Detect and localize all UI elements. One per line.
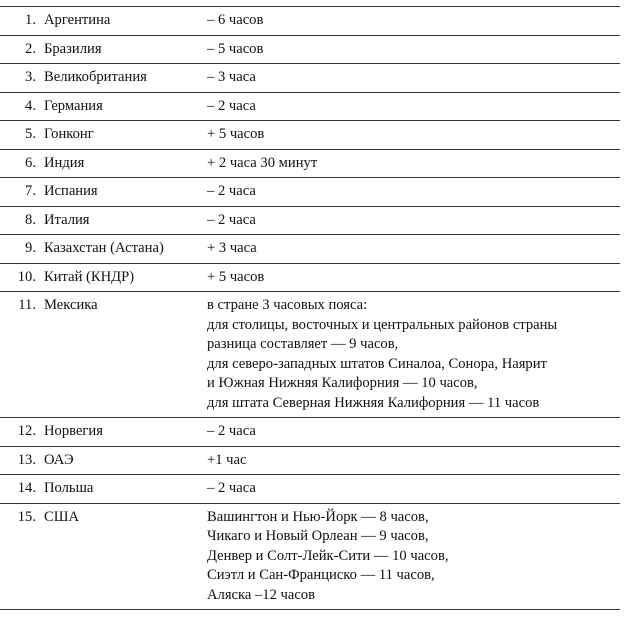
row-number: 1. bbox=[0, 7, 44, 36]
time-difference-line: – 2 часа bbox=[207, 423, 256, 439]
time-difference-table-body bbox=[0, 7, 620, 610]
country-name: Казахстан (Астана) bbox=[44, 235, 207, 264]
time-difference-line: + 2 часа 30 минут bbox=[207, 154, 318, 171]
time-difference bbox=[207, 7, 620, 36]
table-row bbox=[0, 446, 620, 475]
country-name: Великобритания bbox=[44, 64, 207, 93]
table-row bbox=[0, 206, 620, 235]
table-row bbox=[0, 263, 620, 292]
time-difference-line: – 6 часов bbox=[207, 12, 264, 28]
time-difference bbox=[207, 263, 620, 292]
table-row bbox=[0, 92, 620, 121]
table-row bbox=[0, 475, 620, 504]
time-difference-line: – 5 часов bbox=[207, 40, 264, 57]
table-row bbox=[0, 503, 620, 610]
country-name: Мексика bbox=[44, 292, 207, 418]
row-number: 11. bbox=[0, 292, 44, 418]
time-difference-line: для штата Северная Нижняя Калифорния — 11 часов bbox=[207, 394, 540, 411]
row-number: 6. bbox=[0, 149, 44, 178]
time-difference-line: и Южная Нижняя Калифорния — 10 часов, bbox=[207, 375, 478, 391]
time-difference bbox=[207, 35, 620, 64]
time-difference-line: + 3 часа bbox=[207, 240, 257, 256]
row-number: 9. bbox=[0, 235, 44, 264]
time-difference-line: в стране 3 часовых пояса: bbox=[207, 297, 368, 313]
country-name: Польша bbox=[44, 475, 207, 504]
time-difference-line: Денвер и Солт-Лейк-Сити — 10 часов, bbox=[207, 547, 449, 564]
time-difference-line: Чикаго и Новый Орлеан — 9 часов, bbox=[207, 528, 429, 544]
time-difference bbox=[207, 475, 620, 504]
time-difference-line: разница составляет — 9 часов, bbox=[207, 336, 399, 352]
row-number: 12. bbox=[0, 418, 44, 447]
time-difference bbox=[207, 235, 620, 264]
table-row bbox=[0, 418, 620, 447]
time-difference bbox=[207, 292, 620, 418]
time-difference-line: – 3 часа bbox=[207, 69, 256, 85]
row-number: 8. bbox=[0, 206, 44, 235]
table-row bbox=[0, 292, 620, 418]
time-difference-line: + 5 часов bbox=[207, 268, 265, 285]
time-difference bbox=[207, 206, 620, 235]
country-name: Германия bbox=[44, 92, 207, 121]
time-difference-line: Вашингтон и Нью-Йорк — 8 часов, bbox=[207, 508, 429, 525]
time-difference-line: для северо-западных штатов Синалоа, Сонора, Наярит bbox=[207, 355, 547, 372]
row-number: 10. bbox=[0, 263, 44, 292]
time-difference-line: Аляска –12 часов bbox=[207, 586, 316, 603]
country-name: ОАЭ bbox=[44, 446, 207, 475]
table-row bbox=[0, 178, 620, 207]
country-name: Норвегия bbox=[44, 418, 207, 447]
table-row bbox=[0, 64, 620, 93]
time-difference-line: – 2 часа bbox=[207, 183, 256, 199]
time-difference bbox=[207, 64, 620, 93]
country-name: Испания bbox=[44, 178, 207, 207]
time-difference-line: Сиэтл и Сан-Франциско — 11 часов, bbox=[207, 567, 435, 583]
row-number: 7. bbox=[0, 178, 44, 207]
time-difference-line: – 2 часа bbox=[207, 211, 256, 228]
row-number: 4. bbox=[0, 92, 44, 121]
row-number: 3. bbox=[0, 64, 44, 93]
row-number: 15. bbox=[0, 503, 44, 610]
country-name: Бразилия bbox=[44, 35, 207, 64]
country-name: Индия bbox=[44, 149, 207, 178]
table-row bbox=[0, 7, 620, 36]
country-name: Италия bbox=[44, 206, 207, 235]
country-name: США bbox=[44, 503, 207, 610]
table-row bbox=[0, 149, 620, 178]
country-name: Китай (КНДР) bbox=[44, 263, 207, 292]
time-difference-line: – 2 часа bbox=[207, 480, 256, 496]
row-number: 13. bbox=[0, 446, 44, 475]
time-difference bbox=[207, 178, 620, 207]
table-row bbox=[0, 35, 620, 64]
time-difference-line: – 2 часа bbox=[207, 97, 256, 114]
row-number: 2. bbox=[0, 35, 44, 64]
time-difference bbox=[207, 121, 620, 150]
row-number: 14. bbox=[0, 475, 44, 504]
row-number: 5. bbox=[0, 121, 44, 150]
time-difference bbox=[207, 149, 620, 178]
table-row bbox=[0, 235, 620, 264]
time-difference bbox=[207, 446, 620, 475]
country-name: Аргентина bbox=[44, 7, 207, 36]
time-difference bbox=[207, 92, 620, 121]
time-difference bbox=[207, 503, 620, 610]
time-difference-line: +1 час bbox=[207, 451, 247, 468]
time-difference-line: + 5 часов bbox=[207, 126, 265, 142]
table-row bbox=[0, 121, 620, 150]
time-difference bbox=[207, 418, 620, 447]
time-difference-line: для столицы, восточных и центральных районов страны bbox=[207, 316, 558, 333]
country-name: Гонконг bbox=[44, 121, 207, 150]
time-difference-table bbox=[0, 6, 620, 610]
